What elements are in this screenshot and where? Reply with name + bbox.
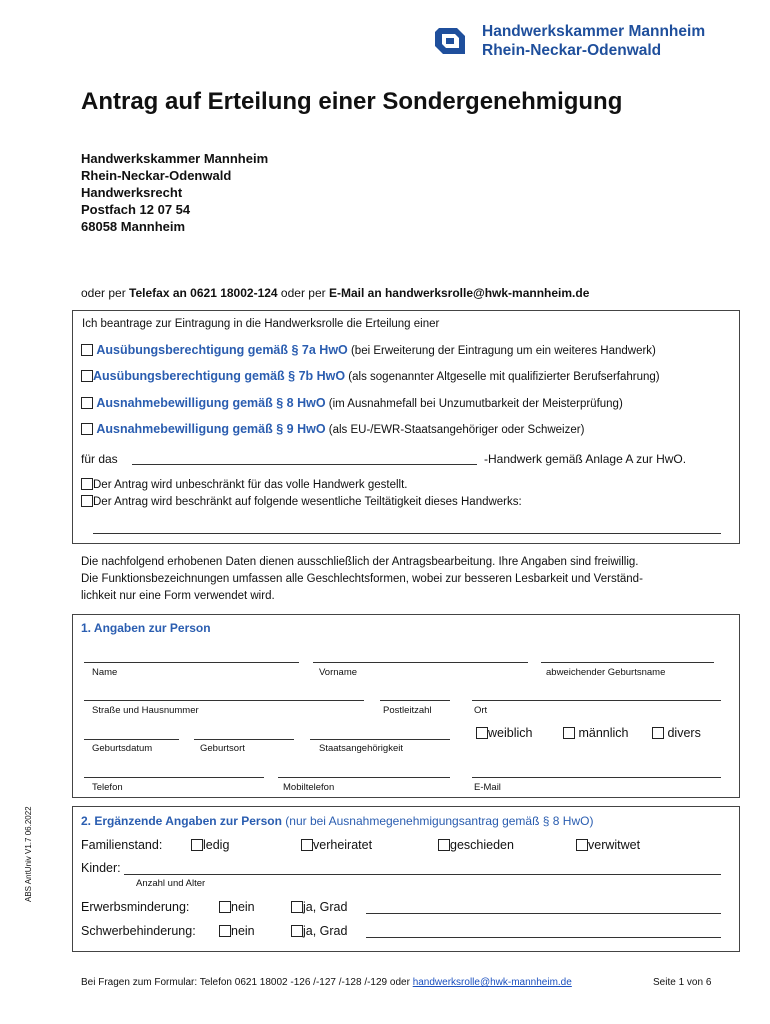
schwer-nein-label: nein [231, 924, 255, 938]
scope-restricted [81, 495, 522, 508]
org-name-line2: Rhein-Neckar-Odenwald [482, 42, 662, 59]
status-verwitwet [576, 838, 640, 852]
geburtsname-field[interactable] [541, 662, 714, 663]
checkbox-8[interactable] [81, 397, 93, 409]
option-7a [81, 343, 656, 357]
verwitwet-label: verwitwet [588, 838, 641, 852]
erwerb-nein [219, 900, 255, 914]
logo [433, 26, 467, 56]
kinder-field[interactable] [124, 874, 721, 875]
address-line: Rhein-Neckar-Odenwald [81, 168, 232, 183]
checkbox-erwerb-nein[interactable] [219, 901, 231, 913]
address-line: Handwerksrecht [81, 185, 183, 200]
checkbox-schwer-nein[interactable] [219, 925, 231, 937]
footer-help [81, 977, 572, 988]
checkbox-schwer-ja[interactable] [291, 925, 303, 937]
privacy-notice [81, 554, 643, 605]
checkbox-ledig[interactable] [191, 839, 203, 851]
name-field[interactable] [84, 662, 299, 663]
checkbox-7a[interactable] [81, 344, 93, 356]
fax-number: Telefax an 0621 18002-124 [129, 286, 278, 300]
option-9 [81, 422, 584, 436]
scope-unrestricted-label: Der Antrag wird unbeschränkt für das volle Handwerk gestellt. [93, 479, 408, 491]
vorname-label: Vorname [319, 667, 358, 678]
section2-header [81, 814, 593, 828]
geburtsort-field[interactable] [194, 739, 294, 740]
page-number: Seite 1 von 6 [653, 977, 712, 988]
checkbox-9[interactable] [81, 423, 93, 435]
checkbox-geschieden[interactable] [438, 839, 450, 851]
telefon-field[interactable] [84, 777, 264, 778]
erwerb-ja [291, 900, 347, 914]
status-verheiratet [301, 838, 372, 852]
vorname-field[interactable] [313, 662, 528, 663]
checkbox-unrestricted[interactable] [81, 478, 93, 490]
footer-email-link[interactable]: handwerksrolle@hwk-mannheim.de [412, 977, 572, 988]
logo-icon [433, 26, 467, 56]
contact-mid: oder per [277, 286, 329, 300]
email-label: E-Mail [474, 782, 501, 793]
page-title: Antrag auf Erteilung einer Sondergenehmigung [81, 88, 623, 115]
erwerbsminderung-label: Erwerbsminderung: [81, 900, 190, 914]
status-ledig [191, 838, 229, 852]
geburtsdatum-field[interactable] [84, 739, 179, 740]
option-7b-title: Ausübungsberechtigung gemäß § 7b HwO [93, 369, 346, 383]
checkbox-erwerb-ja[interactable] [291, 901, 303, 913]
address-line: Postfach 12 07 54 [81, 202, 191, 217]
option-7a-title: Ausübungsberechtigung gemäß § 7a HwO [96, 343, 348, 357]
kinder-label: Kinder: [81, 861, 121, 875]
address-line: 68058 Mannheim [81, 219, 186, 234]
privacy-line: lichkeit nur eine Form verwendet wird. [81, 590, 275, 602]
option-9-note: (als EU-/EWR-Staatsangehöriger oder Schweizer) [325, 424, 585, 436]
handwerk-suffix: -Handwerk gemäß Anlage A zur HwO. [484, 452, 687, 466]
option-8-title: Ausnahmebewilligung gemäß § 8 HwO [96, 396, 326, 410]
weiblich-label: weiblich [488, 726, 533, 740]
handwerk-field[interactable] [132, 464, 477, 465]
strasse-field[interactable] [84, 700, 364, 701]
mobiltelefon-field[interactable] [278, 777, 450, 778]
status-geschieden [438, 838, 514, 852]
scope-restricted-label: Der Antrag wird beschränkt auf folgende wesentliche Teiltätigkeit dieses Handwerks: [93, 496, 522, 508]
plz-field[interactable] [380, 700, 450, 701]
ort-label: Ort [474, 705, 488, 716]
kinder-hint: Anzahl und Alter [136, 878, 206, 889]
privacy-line: Die Funktionsbezeichnungen umfassen alle Geschlechtsformen, wobei zur besseren Lesbarkeit und Verständ- [81, 573, 643, 585]
checkbox-verheiratet[interactable] [301, 839, 313, 851]
privacy-line: Die nachfolgend erhobenen Daten dienen ausschließlich der Antragsbearbeitung. Ihre Angaben sind freiwillig. [81, 556, 639, 568]
staatsangehoerigkeit-label: Staatsangehörigkeit [319, 743, 403, 754]
address-line: Handwerkskammer Mannheim [81, 151, 269, 166]
mobiltelefon-label: Mobiltelefon [283, 782, 335, 793]
checkbox-7b[interactable] [81, 370, 93, 382]
gender-maennlich [563, 726, 629, 740]
geburtsdatum-label: Geburtsdatum [92, 743, 153, 754]
schwer-ja [291, 924, 347, 938]
checkbox-divers[interactable] [652, 727, 664, 739]
geburtsort-label: Geburtsort [200, 743, 245, 754]
recipient-address [81, 150, 268, 235]
request-intro: Ich beantrage zur Eintragung in die Handwerksrolle die Erteilung einer [82, 318, 440, 330]
schwer-grad-field[interactable] [366, 937, 721, 938]
geburtsname-label: abweichender Geburtsname [546, 667, 666, 678]
option-7a-note: (bei Erweiterung der Eintragung um ein weiteres Handwerk) [347, 345, 656, 357]
gender-weiblich [476, 726, 532, 740]
gender-divers [652, 726, 701, 740]
section2-subtitle: (nur bei Ausnahmegenehmigungsantrag gemäß § 8 HwO) [281, 814, 594, 828]
scope-unrestricted [81, 478, 408, 491]
checkbox-weiblich[interactable] [476, 727, 488, 739]
contact-prefix: oder per [81, 286, 130, 300]
option-7b-note: (als sogenannter Altgeselle mit qualifizierter Berufserfahrung) [345, 371, 660, 383]
ort-field[interactable] [472, 700, 721, 701]
section2-title: 2. Ergänzende Angaben zur Person [81, 814, 282, 828]
checkbox-maennlich[interactable] [563, 727, 575, 739]
option-8-note: (im Ausnahmefall bei Unzumutbarkeit der Meisterprüfung) [325, 398, 623, 410]
ledig-label: ledig [203, 838, 230, 852]
contact-email: E-Mail an handwerksrolle@hwk-mannheim.de [328, 286, 590, 300]
checkbox-verwitwet[interactable] [576, 839, 588, 851]
plz-label: Postleitzahl [383, 705, 432, 716]
strasse-label: Straße und Hausnummer [92, 705, 199, 716]
contact-line [81, 286, 589, 300]
erwerb-ja-label: ja, Grad [303, 900, 348, 914]
geschieden-label: geschieden [450, 838, 514, 852]
schwer-nein [219, 924, 255, 938]
option-8 [81, 396, 623, 410]
erwerb-nein-label: nein [231, 900, 255, 914]
fuer-das-label: für das [81, 452, 118, 466]
verheiratet-label: verheiratet [313, 838, 373, 852]
option-9-title: Ausnahmebewilligung gemäß § 9 HwO [96, 422, 326, 436]
option-7b [81, 369, 660, 383]
form-code: ABS AntUniv V1.7 06.2022 [24, 806, 33, 902]
maennlich-label: männlich [578, 726, 629, 740]
erwerb-grad-field[interactable] [366, 913, 721, 914]
name-label: Name [92, 667, 118, 678]
section1-title: 1. Angaben zur Person [81, 621, 211, 635]
telefon-label: Telefon [92, 782, 123, 793]
teiltaetigkeit-field[interactable] [93, 533, 721, 534]
org-name-line1: Handwerkskammer Mannheim [482, 23, 706, 40]
familienstand-label: Familienstand: [81, 838, 163, 852]
staatsangehoerigkeit-field[interactable] [310, 739, 450, 740]
checkbox-restricted[interactable] [81, 495, 93, 507]
footer-text: Bei Fragen zum Formular: Telefon 0621 18002 -126 /-127 /-128 /-129 oder [81, 977, 413, 988]
schwer-ja-label: ja, Grad [303, 924, 348, 938]
email-field[interactable] [472, 777, 721, 778]
divers-label: divers [667, 726, 701, 740]
schwerbehinderung-label: Schwerbehinderung: [81, 924, 196, 938]
